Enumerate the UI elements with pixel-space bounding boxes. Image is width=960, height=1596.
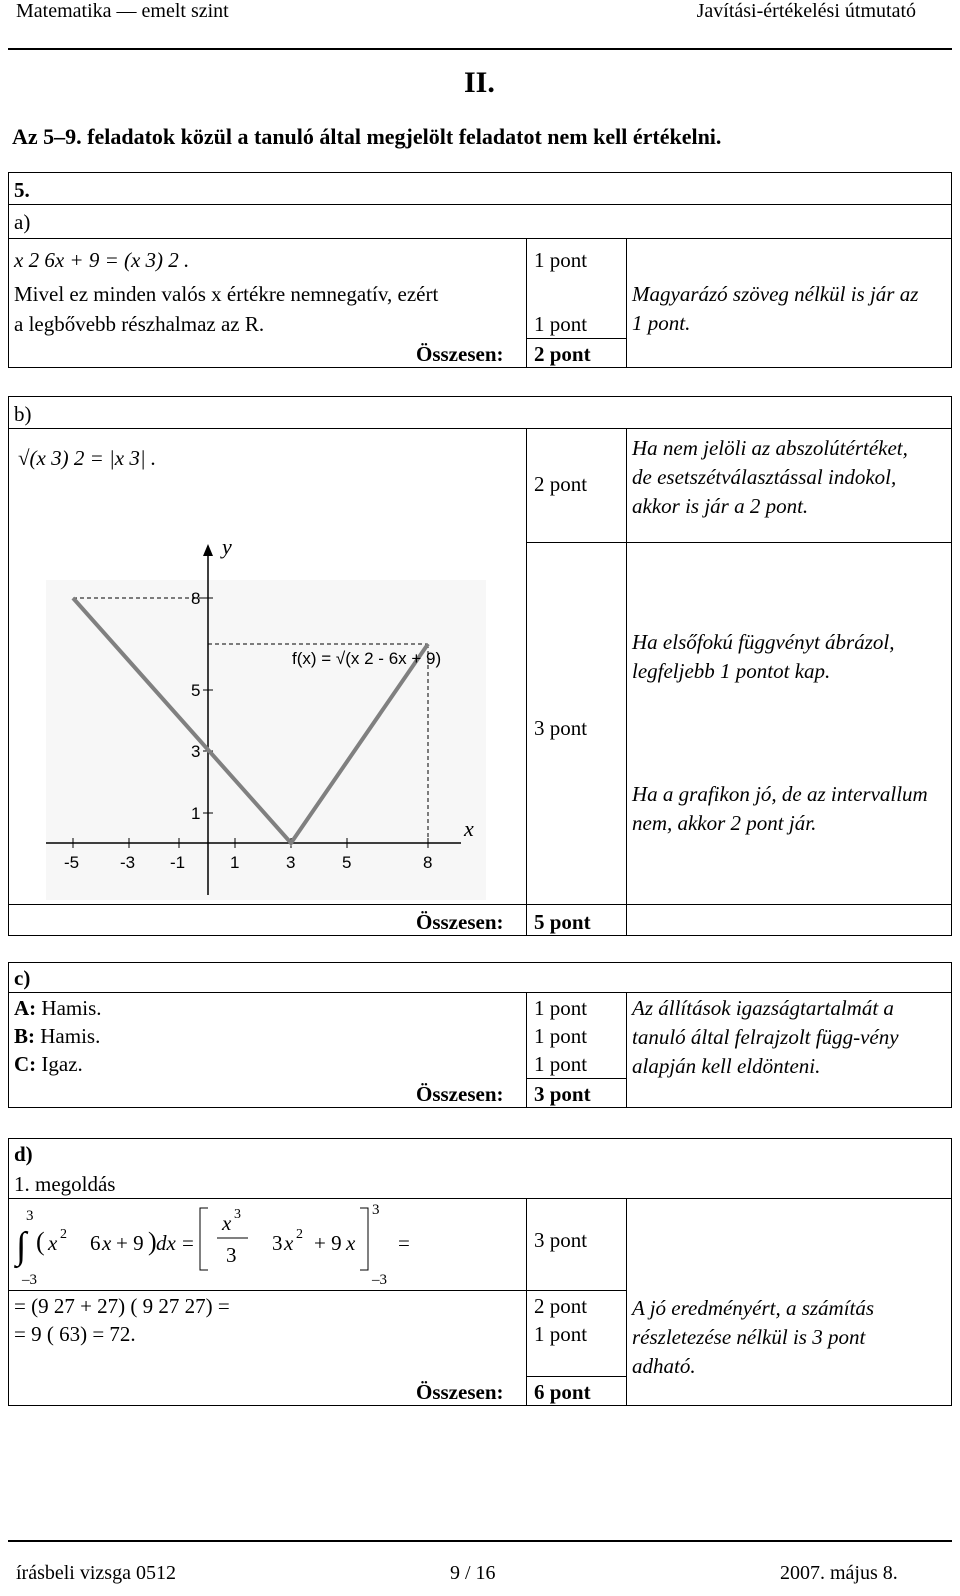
svg-text:–3: –3	[372, 1272, 387, 1288]
svg-text:+ 9: + 9	[314, 1231, 342, 1255]
header-rule	[8, 48, 952, 50]
part-a-line1: x 2 6x + 9 = (x 3) 2 .	[14, 248, 190, 272]
svg-text:2: 2	[60, 1227, 67, 1242]
x-tick-label: -3	[120, 853, 136, 872]
svg-text:x: x	[48, 1231, 58, 1255]
part-a-line3: a legbővebb részhalmaz az R.	[14, 312, 265, 336]
svg-text:dx: dx	[156, 1231, 176, 1255]
part-c-row-points: 1 pont	[534, 996, 588, 1020]
part-c-total-points: 3 pont	[534, 1082, 591, 1106]
part-c-label: c)	[14, 966, 31, 990]
svg-text:6: 6	[90, 1231, 101, 1255]
part-a-line3-points: 1 pont	[534, 312, 588, 336]
svg-text:–3: –3	[22, 1272, 37, 1288]
part-b-note1: Ha nem jelöli az abszolútértéket, de esetszétválasztással indokol, akkor is jár a 2 pont.	[632, 436, 908, 518]
part-a-total-label: Összesen:	[416, 342, 504, 366]
part-d-line2: = (9 27 + 27) ( 9 27 27) =	[14, 1294, 230, 1318]
part-b-formula: √(x 3) 2 = |x 3| .	[18, 446, 157, 470]
part-d-label: d)	[14, 1142, 33, 1166]
part-b-total-label: Összesen:	[416, 910, 504, 934]
part-c-row-points: 1 pont	[534, 1024, 588, 1048]
svg-text:x: x	[284, 1231, 294, 1255]
function-label: f(x) = √(x 2 - 6x + 9)	[292, 649, 442, 668]
svg-text:3: 3	[226, 1243, 237, 1267]
svg-text:3: 3	[272, 1231, 283, 1255]
svg-text:3: 3	[234, 1207, 241, 1222]
x-tick-label: 1	[230, 853, 240, 872]
part-b-total-points: 5 pont	[534, 910, 591, 934]
function-graph	[46, 540, 486, 900]
y-axis-label: y	[222, 540, 232, 559]
part-a-line2: Mivel ez minden valós x értékre nemnegatív, ezért	[14, 282, 439, 306]
instruction: Az 5–9. feladatok közül a tanuló által megjelölt feladatot nem kell értékelni.	[12, 124, 722, 149]
x-axis-label: x	[464, 816, 474, 841]
svg-text:=: =	[398, 1231, 410, 1255]
svg-text:x: x	[102, 1231, 112, 1255]
part-d-solution-label: 1. megoldás	[14, 1172, 116, 1196]
footer-right: 2007. május 8.	[780, 1562, 898, 1584]
part-c-row: C: Igaz.	[14, 1052, 83, 1076]
svg-text:2: 2	[296, 1227, 303, 1242]
task-number: 5.	[14, 178, 30, 202]
part-b-graph-points: 3 pont	[534, 716, 588, 740]
part-d-integral-points: 3 pont	[534, 1228, 588, 1252]
svg-text:3: 3	[372, 1202, 380, 1218]
part-d-line3-points: 1 pont	[534, 1322, 588, 1346]
part-a-total-points: 2 pont	[534, 342, 591, 366]
svg-text:x: x	[222, 1211, 232, 1235]
svg-text:(: (	[36, 1227, 45, 1256]
part-d-note: A jó eredményért, a számítás részletezése nélkül is 3 pont adható.	[632, 1296, 875, 1378]
part-a-note: Magyarázó szöveg nélkül is jár az 1 pont.	[632, 282, 919, 335]
y-tick-label: 5	[191, 681, 201, 700]
x-tick-label: 5	[342, 853, 352, 872]
part-d-total-label: Összesen:	[416, 1380, 504, 1404]
svg-text:x: x	[346, 1231, 356, 1255]
integral-formula	[12, 1200, 422, 1288]
part-d-line2-points: 2 pont	[534, 1294, 588, 1318]
y-tick-label: 8	[191, 589, 201, 608]
footer-center: 9 / 16	[450, 1562, 496, 1584]
y-tick-label: 1	[191, 804, 201, 823]
part-c-total-label: Összesen:	[416, 1082, 504, 1106]
svg-text:∫: ∫	[16, 1225, 27, 1267]
x-tick-label: -5	[64, 853, 80, 872]
header-left: Matematika — emelt szint	[16, 0, 229, 22]
part-b-note2: Ha elsőfokú függvényt ábrázol, legfeljebb 1 pontot kap.	[632, 630, 895, 683]
part-c-row: A: Hamis.	[14, 996, 102, 1020]
x-tick-label: 3	[286, 853, 296, 872]
x-tick-label: 8	[423, 853, 433, 872]
footer-rule	[8, 1540, 952, 1542]
svg-text:=: =	[182, 1231, 194, 1255]
graph-background	[46, 580, 486, 900]
part-a-label: a)	[14, 210, 31, 234]
part-b-note3: Ha a grafikon jó, de az intervallum nem, akkor 2 pont jár.	[632, 782, 928, 835]
svg-text:): )	[148, 1227, 157, 1256]
section-title: II.	[464, 66, 495, 99]
part-c-row-points: 1 pont	[534, 1052, 588, 1076]
svg-text:3: 3	[26, 1208, 34, 1224]
y-axis-arrow	[203, 544, 213, 556]
part-d-total-points: 6 pont	[534, 1380, 591, 1404]
part-a-line1-points: 1 pont	[534, 248, 588, 272]
x-tick-label: -1	[170, 853, 186, 872]
y-tick-label: 3	[191, 742, 201, 761]
part-b-label: b)	[14, 402, 32, 426]
svg-text:+ 9: + 9	[116, 1231, 144, 1255]
part-d-line3: = 9 ( 63) = 72.	[14, 1322, 136, 1346]
part-c-note: Az állítások igazságtartalmát a tanuló által felrajzolt függ-vény alapján kell eldönteni.	[632, 996, 899, 1078]
header-right: Javítási-értékelési útmutató	[696, 0, 916, 22]
part-c-row: B: Hamis.	[14, 1024, 101, 1048]
footer-left: írásbeli vizsga 0512	[16, 1562, 176, 1584]
part-b-formula-points: 2 pont	[534, 472, 588, 496]
